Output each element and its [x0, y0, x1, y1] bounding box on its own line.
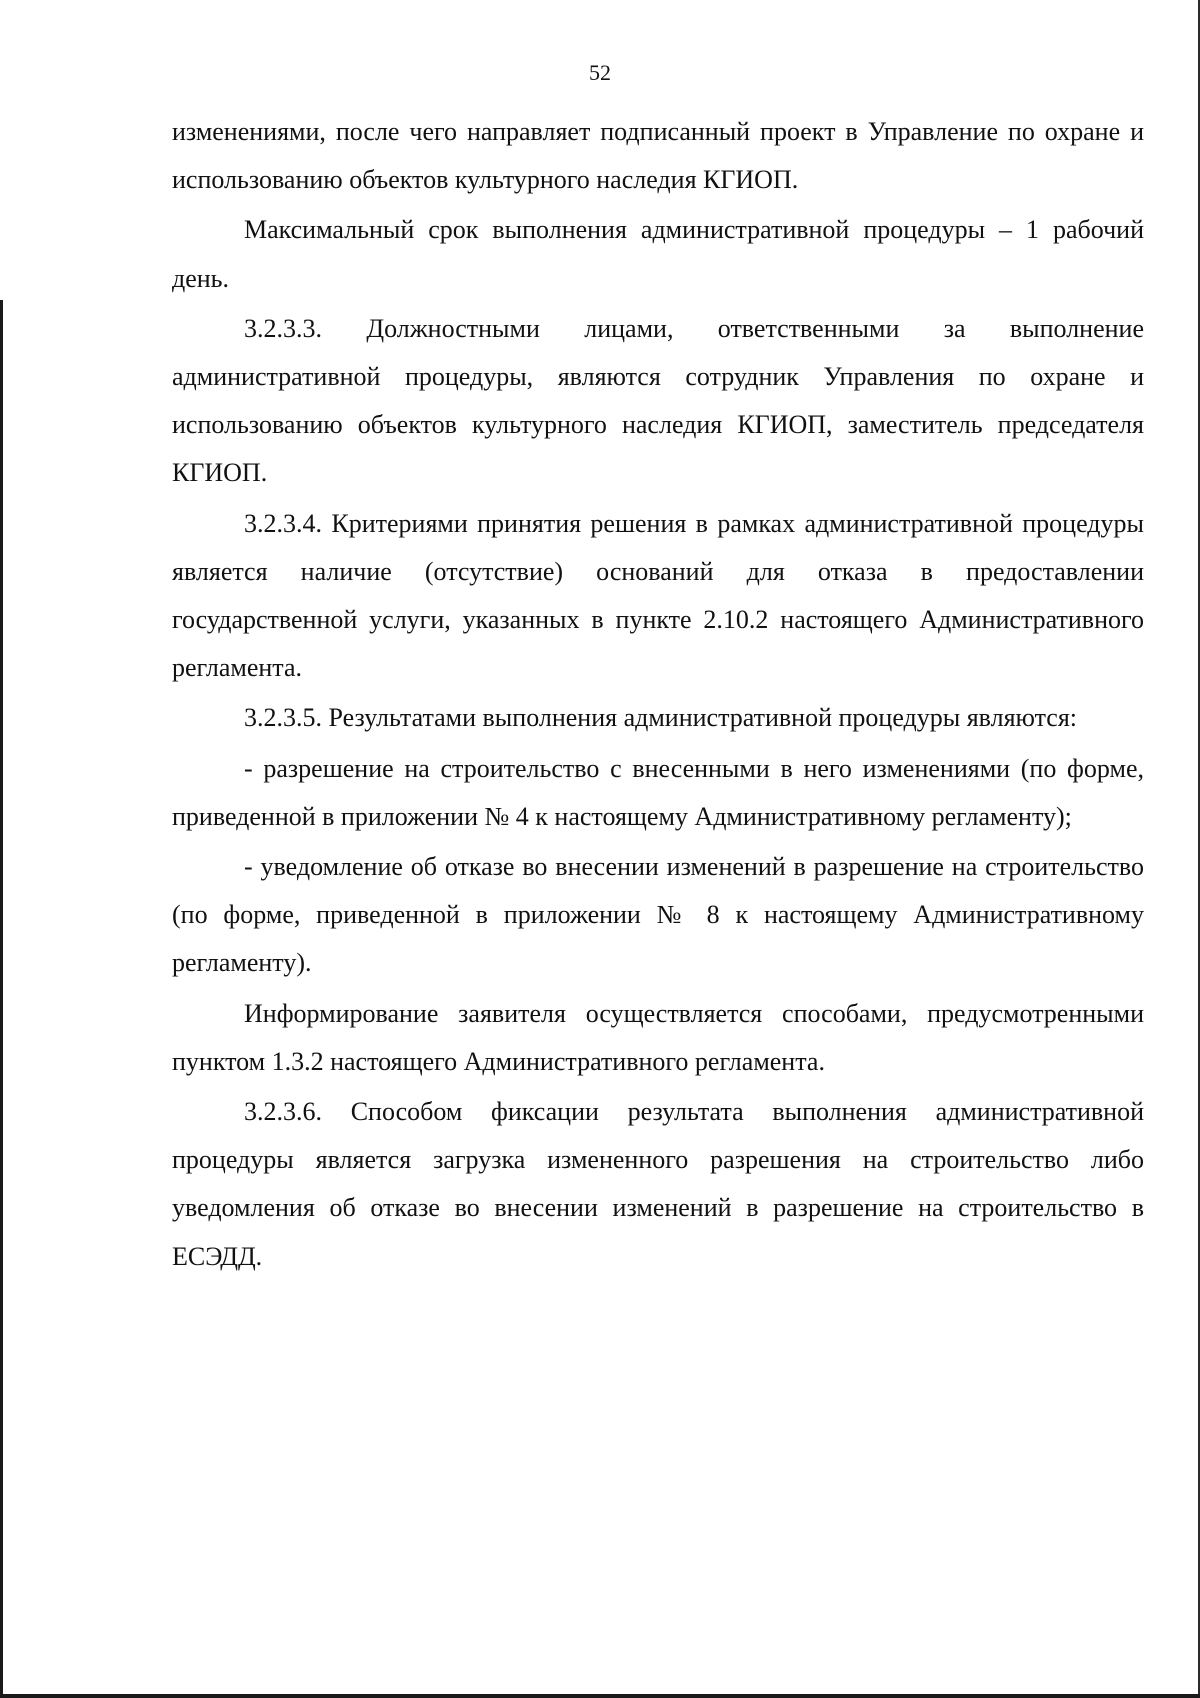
list-item-refusal-notice: - уведомление об отказе во внесении изменений в разрешение на строительство (по форме, приведенной в приложении № 8 к настоящему Административному регламенту). [172, 852, 1144, 978]
paragraph-informing: Информирование заявителя осуществляется способами, предусмотренными пунктом 1.3.2 настоящего Административного регламента. [172, 998, 1144, 1076]
paragraph-3-2-3-3: 3.2.3.3. Должностными лицами, ответственными за выполнение административной процедуры, являются сотрудник Управления по охране и использованию объектов культурного наследия КГИОП, заместитель председателя КГИОП. [172, 313, 1144, 488]
page-number: 52 [589, 60, 611, 85]
scan-edge-left [0, 300, 3, 1698]
scan-edge-bottom [0, 1694, 1200, 1698]
paragraph-3-2-3-5: 3.2.3.5. Результатами выполнения административной процедуры являются: [244, 703, 1078, 733]
paragraph-continuation: изменениями, после чего направляет подписанный проект в Управление по охране и использованию объектов культурного наследия КГИОП. [172, 117, 1144, 195]
paragraph-max-term: Максимальный срок выполнения административной процедуры – 1 рабочий день. [172, 215, 1144, 293]
paragraph-3-2-3-6: 3.2.3.6. Способом фиксации результата выполнения административной процедуры является загрузка измененного разрешения на строительство либо уведомления об отказе во внесении изменений в разрешение на строительство в ЕСЭДД. [172, 1097, 1144, 1271]
list-item-permit: - разрешение на строительство с внесенными в него изменениями (по форме, приведенной в приложении № 4 к настоящему Административному регламенту); [172, 753, 1144, 831]
document-body [172, 108, 1144, 1283]
paragraph-3-2-3-4: 3.2.3.4. Критериями принятия решения в рамках административной процедуры является наличие (отсутствие) оснований для отказа в предоставлении государственной услуги, указанных в пункте 2.10.2 настоящего Административного регламента. [172, 508, 1144, 683]
